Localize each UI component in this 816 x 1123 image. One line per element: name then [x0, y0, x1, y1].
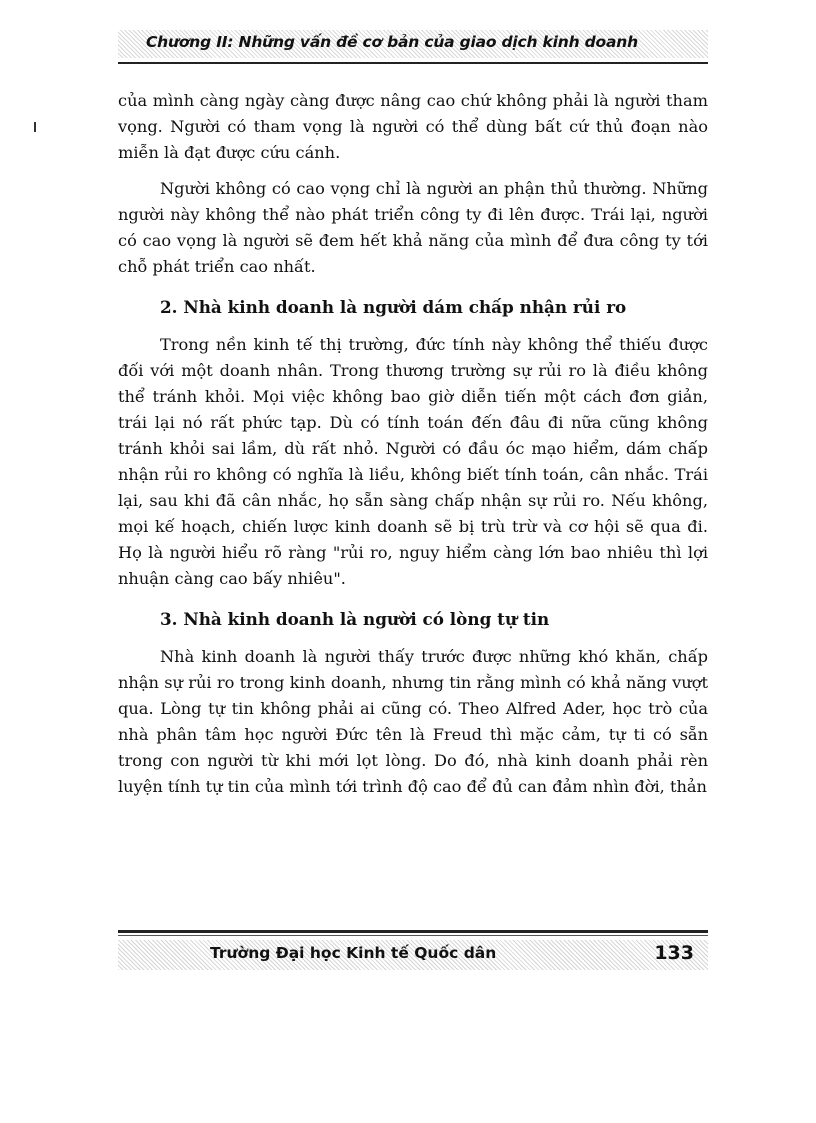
- chapter-title: Chương II: Những vấn đề cơ bản của giao dịch kinh doanh: [146, 33, 638, 51]
- paragraph-1: của mình càng ngày càng được nâng cao chứ không phải là người tham vọng. Người có tham vọng là người có thể dùng bất cứ thủ đoạn nào miễn là đạt được cứu cánh.: [118, 91, 708, 162]
- footer-rule-thin: [118, 935, 708, 936]
- page-header: [118, 22, 708, 66]
- section-heading-2: 2. Nhà kinh doanh là người dám chấp nhận rủi ro: [160, 297, 627, 317]
- paragraph-3: Trong nền kinh tế thị trường, đức tính này không thể thiếu được đối với một doanh nhân. Trong thương trường sự rủi ro là điều không thể tránh khỏi. Mọi việc không bao giờ diễn tiến một cách đơn giản, trái lại nó rất phức tạp. Dù có tính toán đến đâu đi nữa cũng không tránh khỏi sai lầm, dù rất nhỏ. Người có đầu óc mạo hiểm, dám chấp nhận rủi ro không có nghĩa là liều, không biết tính toán, cân nhắc. Trái lại, sau khi đã cân nhắc, họ sẵn sàng chấp nhận sự rủi ro. Nếu không, mọi kế hoạch, chiến lược kinh doanh sẽ bị trù trừ và cơ hội sẽ qua đi. Họ là người hiểu rõ ràng "rủi ro, nguy hiểm càng lớn bao nhiêu thì lợi nhuận càng cao bấy nhiêu".: [118, 335, 708, 588]
- page-number: 133: [654, 942, 694, 964]
- section-heading-3: 3. Nhà kinh doanh là người có lòng tự tin: [160, 609, 550, 629]
- paragraph-2: Người không có cao vọng chỉ là người an phận thủ thường. Những người này không thể nào phát triển công ty đi lên được. Trái lại, người có cao vọng là người sẽ đem hết khả năng của mình để đưa công ty tới chỗ phát triển cao nhất.: [118, 179, 708, 276]
- page-footer: [118, 930, 708, 978]
- margin-mark: [34, 122, 36, 132]
- header-rule: [118, 62, 708, 64]
- footer-rule: [118, 930, 708, 933]
- page-body: [118, 88, 708, 800]
- paragraph-4: Nhà kinh doanh là người thấy trước được những khó khăn, chấp nhận sự rủi ro trong kinh doanh, nhưng tin rằng mình có khả năng vượt qua. Lòng tự tin không phải ai cũng có. Theo Alfred Ader, học trò của nhà phân tâm học người Đức tên là Freud thì mặc cảm, tự ti có sẵn trong con người từ khi mới lọt lòng. Do đó, nhà kinh doanh phải rèn luyện tính tự tin của mình tới trình độ cao để đủ can đảm nhìn đời, thản: [118, 647, 708, 796]
- institution-name: Trường Đại học Kinh tế Quốc dân: [210, 944, 497, 962]
